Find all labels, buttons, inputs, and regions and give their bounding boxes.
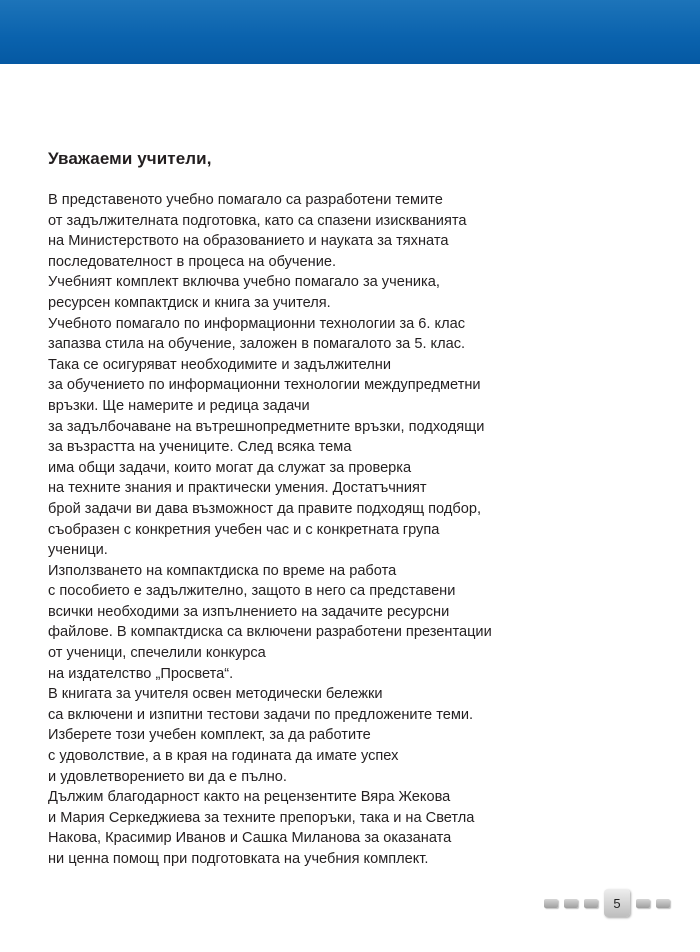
letter-line: В книгата за учителя освен методически бележки — [48, 686, 383, 703]
letter-line: Дължим благодарност както на рецензентите Вяра Жекова — [48, 789, 451, 806]
letter-heading: Уважаеми учители, — [48, 149, 212, 168]
letter-line: Използването на компактдиска по време на работа — [48, 562, 397, 579]
page-navigation — [544, 889, 670, 917]
letter-line: Изберете този учебен комплект, за да работите — [48, 727, 371, 744]
letter-line: ни ценна помощ при подготовката на учебния комплект. — [48, 851, 429, 867]
letter-line: с пособието е задължително, защото в него са представени — [48, 583, 456, 600]
letter-line: и удовлетворението ви да е пълно. — [48, 768, 287, 785]
letter-line: за възрастта на учениците. След всяка тема — [48, 439, 352, 456]
letter-line: от задължителната подготовка, като са спазени изискванията — [48, 212, 467, 229]
page-number: 5 — [604, 889, 630, 917]
letter-line: за задълбочаване на вътрешнопредметните връзки, подходящи — [48, 418, 485, 435]
page-tab-decoration — [636, 899, 650, 908]
letter-line: Учебното помагало по информационни технологии за 6. клас — [48, 315, 466, 332]
page-tab-decoration — [564, 899, 578, 908]
letter-text — [48, 190, 648, 870]
letter-line: връзки. Ще намерите и редица задачи — [48, 397, 310, 414]
letter-line: за обучението по информационни технологии междупредметни — [48, 377, 481, 394]
letter-line: с удоволствие, а в края на годината да имате успех — [48, 748, 399, 765]
letter-line: от ученици, спечелили конкурса — [48, 645, 266, 662]
letter-line: на техните знания и практически умения. Достатъчният — [48, 480, 427, 497]
letter-line: В представеното учебно помагало са разработени темите — [48, 192, 443, 208]
letter-line: Така се осигуряват необходимите и задължителни — [48, 356, 391, 373]
letter-line: запазва стила на обучение, заложен в помагалото за 5. клас. — [48, 336, 466, 353]
letter-line: на Министерството на образованието и науката за тяхната — [48, 233, 449, 250]
letter-body — [48, 148, 648, 870]
letter-line: на издателство „Просвета“. — [48, 665, 234, 682]
letter-line: ученици. — [48, 542, 108, 559]
letter-line: всички необходими за изпълнението на задачите ресурсни — [48, 603, 450, 620]
letter-line: ресурсен компактдиск и книга за учителя. — [48, 294, 331, 311]
page-tab-decoration — [544, 899, 558, 908]
page-tab-decoration — [656, 899, 670, 908]
letter-line: последователност в процеса на обучение. — [48, 253, 337, 270]
header-band — [0, 0, 700, 64]
letter-line: Учебният комплект включва учебно помагало за ученика, — [48, 274, 440, 291]
letter-line: файлове. В компактдиска са включени разработени презентации — [48, 624, 492, 641]
letter-line: и Мария Серкеджиева за техните препоръки, така и на Светла — [48, 809, 475, 826]
letter-line: са включени и изпитни тестови задачи по предложените теми. — [48, 706, 474, 723]
letter-line: Накова, Красимир Иванов и Сашка Миланова за оказаната — [48, 830, 452, 847]
letter-line: има общи задачи, които могат да служат за проверка — [48, 459, 412, 476]
letter-line: съобразен с конкретния учебен час и с конкретната група — [48, 521, 440, 538]
letter-line: брой задачи ви дава възможност да правите подходящ подбор, — [48, 500, 482, 517]
page-tab-decoration — [584, 899, 598, 908]
